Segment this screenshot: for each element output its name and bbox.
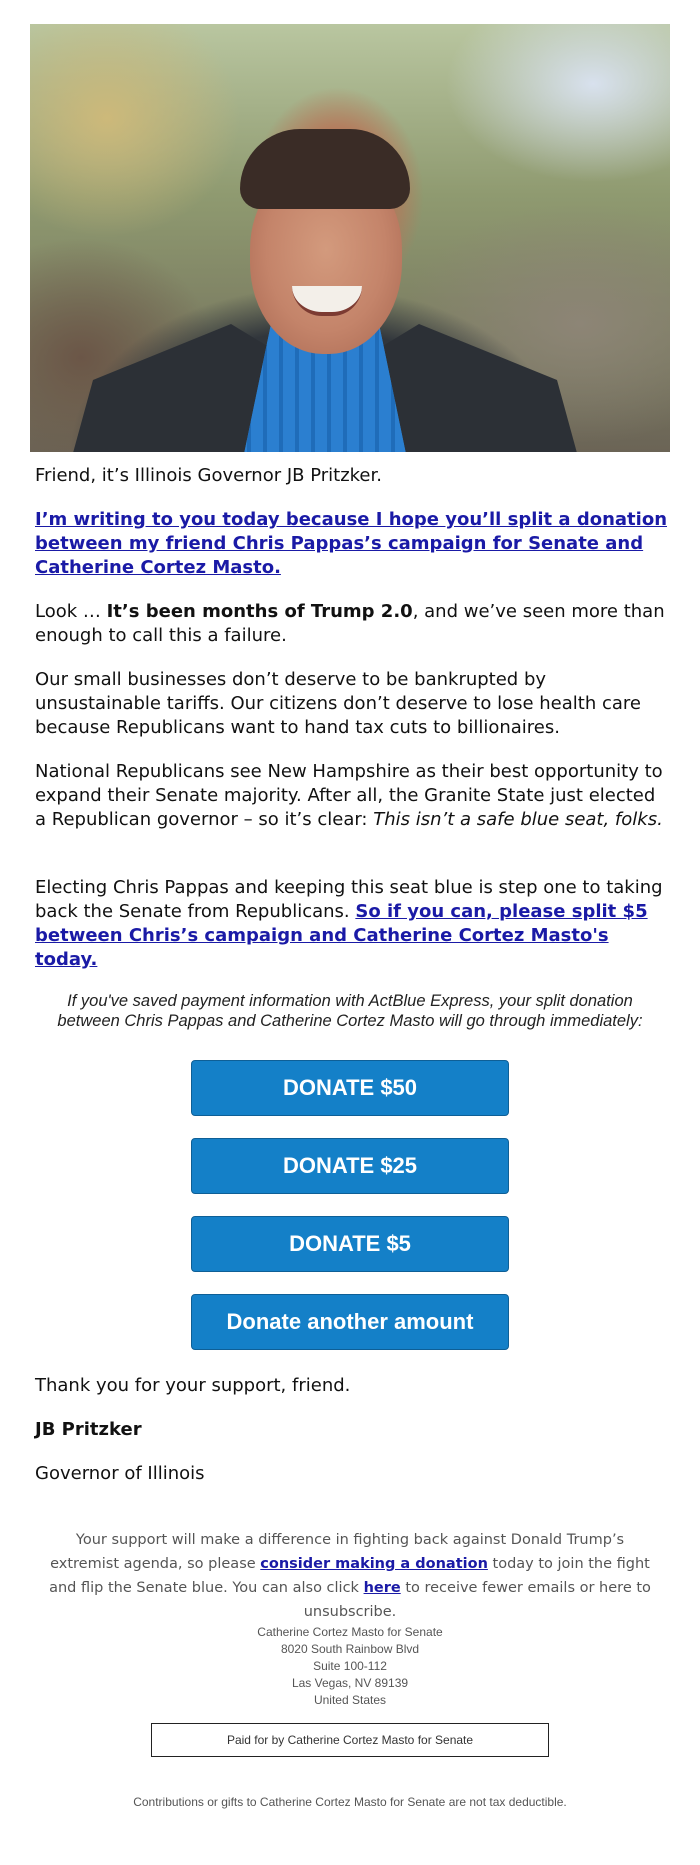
signature-name: JB Pritzker xyxy=(35,1419,142,1440)
actblue-express-note: If you've saved payment information with ActBlue Express, your split donation between Chris Pappas and Catherine Cortez Masto will go through immediately: xyxy=(57,992,643,1030)
donate-5-button[interactable]: DONATE $5 xyxy=(191,1216,509,1272)
para1-text-end: , and we’ve seen more than enough to call this a failure. xyxy=(35,601,665,646)
mailing-address xyxy=(200,1624,500,1709)
address-line: 8020 South Rainbow Blvd xyxy=(280,1642,420,1656)
hero-photo xyxy=(30,24,670,452)
address-line: Las Vegas, NV 89139 xyxy=(291,1676,409,1690)
thanks-line: Thank you for your support, friend. xyxy=(35,1375,351,1396)
paragraph-trump xyxy=(35,600,671,648)
footer-note xyxy=(40,1528,660,1624)
donate-25-button[interactable]: DONATE $25 xyxy=(191,1138,509,1194)
footer-text-end: to receive fewer emails or here to unsubscribe. xyxy=(303,1580,651,1620)
paragraph-new-hampshire xyxy=(35,760,671,832)
lead-donation-link[interactable]: I’m writing to you today because I hope you’ll split a donation between my friend Chris Pappas’s campaign for Senate and Catherine Cortez Masto. xyxy=(35,509,668,578)
address-line: Suite 100-112 xyxy=(313,1659,387,1673)
donate-50-button[interactable]: DONATE $50 xyxy=(191,1060,509,1116)
address-line: Catherine Cortez Masto for Senate xyxy=(257,1625,443,1639)
fewer-emails-link[interactable]: here xyxy=(363,1580,401,1596)
para1-bold: It’s been months of Trump 2.0 xyxy=(106,601,413,622)
para4-text: Electing Chris Pappas and keeping this seat blue is step one to taking back the Senate from Republicans. xyxy=(35,877,663,922)
split-donation-link[interactable]: So if you can, please split $5 between Chris’s campaign and Catherine Cortez Masto's today. xyxy=(35,901,648,970)
para3-italic: This isn’t a safe blue seat, folks. xyxy=(373,809,663,830)
address-line: United States xyxy=(313,1693,387,1707)
tax-disclaimer: Contributions or gifts to Catherine Cortez Masto for Senate are not tax deductible. xyxy=(133,1795,567,1809)
donate-other-amount-button[interactable]: Donate another amount xyxy=(191,1294,509,1350)
footer-text: Your support will make a difference in fighting back against Donald Trump’s extremist agenda, so please xyxy=(50,1532,625,1572)
paid-for-box: Paid for by Catherine Cortez Masto for Senate xyxy=(151,1723,549,1757)
intro-line: Friend, it’s Illinois Governor JB Pritzker. xyxy=(35,465,382,486)
paragraph-senate xyxy=(35,876,671,972)
signature-title: Governor of Illinois xyxy=(35,1463,205,1484)
footer-text-mid: today to join the fight and flip the Senate blue. You can also click xyxy=(49,1556,650,1596)
paragraph-tariffs: Our small businesses don’t deserve to be bankrupted by unsustainable tariffs. Our citizens don’t deserve to lose health care because Republicans want to hand tax cuts to billionaires. xyxy=(35,669,641,738)
hair-shape xyxy=(240,129,410,209)
consider-donation-link[interactable]: consider making a donation xyxy=(260,1556,488,1572)
lead-paragraph xyxy=(35,508,671,580)
para3-text: National Republicans see New Hampshire as their best opportunity to expand their Senate majority. After all, the Granite State just elected a Republican governor – so it’s clear: xyxy=(35,761,663,830)
para1-text: Look … xyxy=(35,601,107,622)
